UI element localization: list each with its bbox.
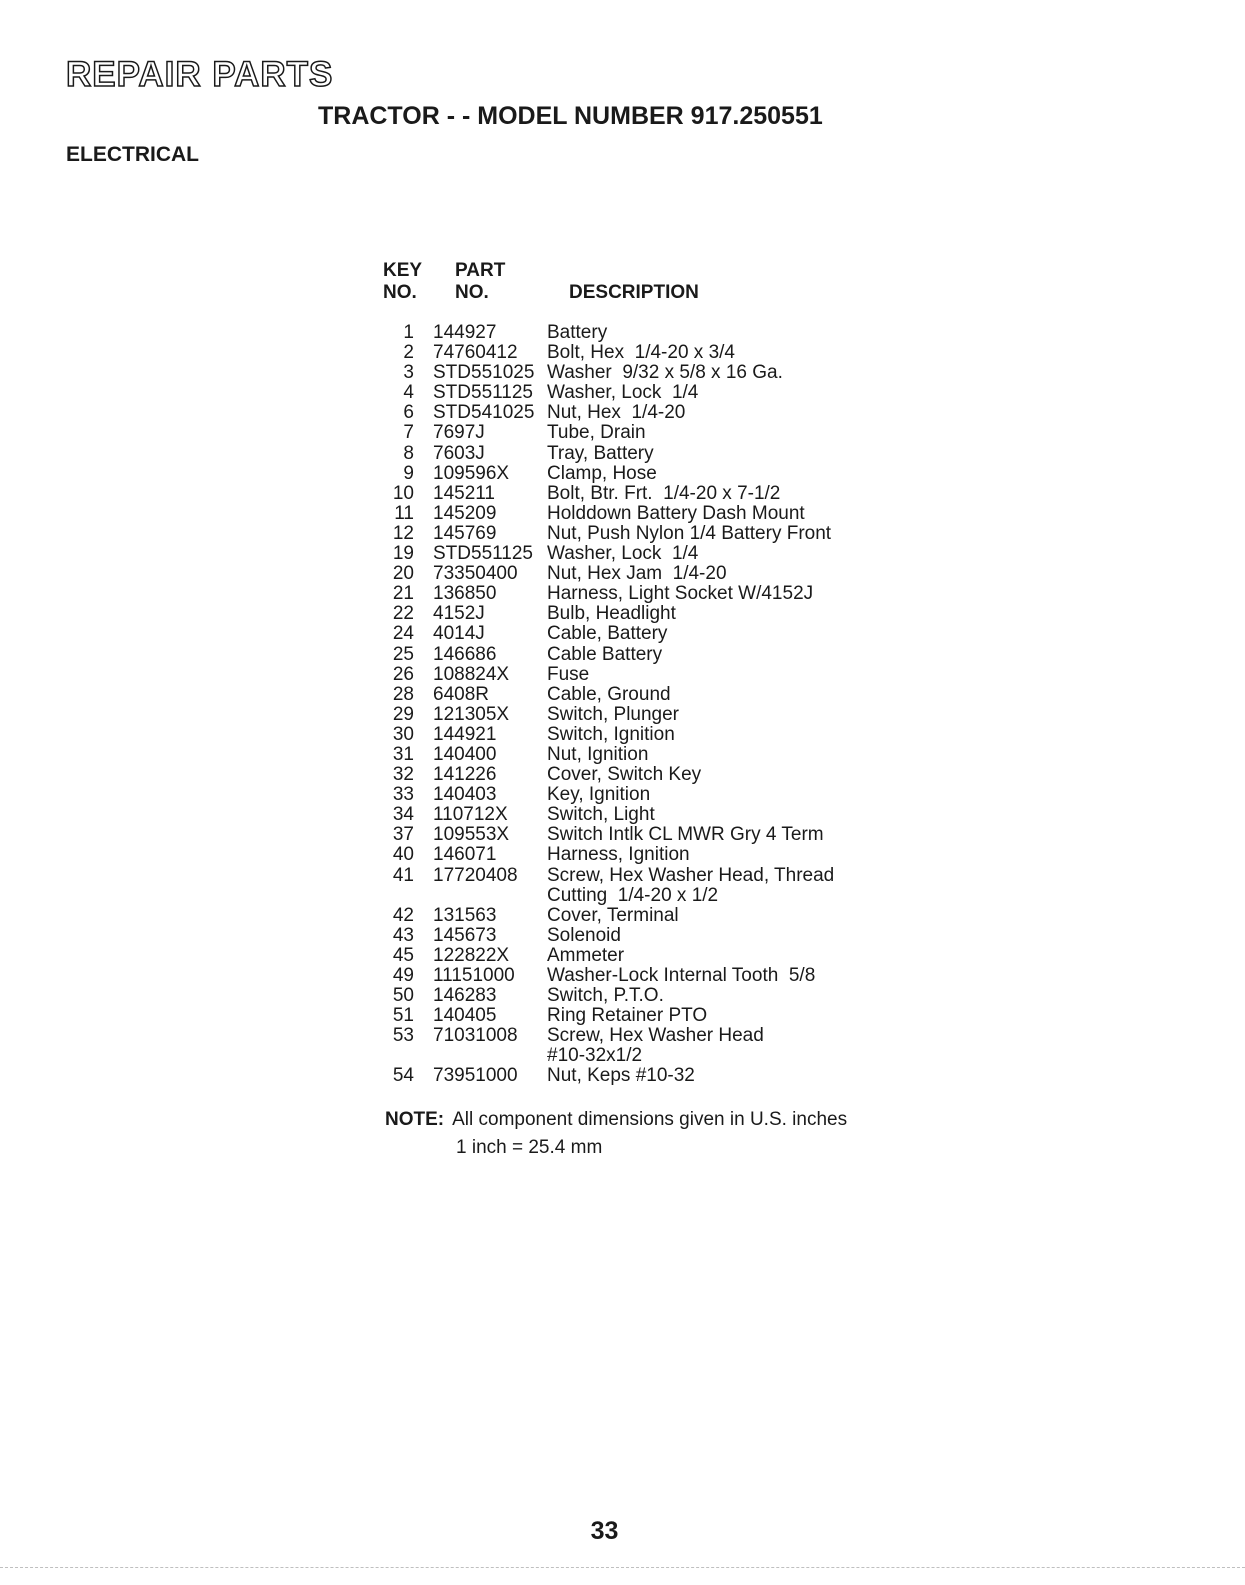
table-row <box>380 524 900 544</box>
part-number: 6408R <box>433 683 489 705</box>
part-number: 146071 <box>433 844 497 866</box>
part-description: Bolt, Btr. Frt. 1/4-20 x 7-1/2 <box>547 482 781 504</box>
key-number: 30 <box>392 723 414 745</box>
table-row <box>380 1006 900 1026</box>
column-header-key <box>383 260 422 304</box>
part-description: Tube, Drain <box>547 422 646 444</box>
part-description: Cover, Switch Key <box>547 764 702 786</box>
key-number: 40 <box>392 844 414 866</box>
table-row <box>380 504 900 524</box>
part-description: Washer, Lock 1/4 <box>547 382 699 404</box>
section-title: ELECTRICAL <box>66 143 199 166</box>
table-row <box>380 564 900 584</box>
key-number: 1 <box>403 322 414 343</box>
part-number: 146686 <box>433 643 497 665</box>
part-number: 140403 <box>433 784 497 806</box>
key-number: 19 <box>392 543 414 565</box>
table-row <box>380 685 900 705</box>
part-description: Bolt, Hex 1/4-20 x 3/4 <box>547 342 735 364</box>
key-number: 28 <box>392 683 414 705</box>
part-description: Cable, Ground <box>547 683 671 705</box>
part-description: Nut, Push Nylon 1/4 Battery Front <box>547 522 832 544</box>
key-number: 3 <box>403 362 414 384</box>
key-number: 11 <box>394 502 414 524</box>
part-description: Clamp, Hose <box>547 462 657 484</box>
part-description: Ring Retainer PTO <box>547 1005 708 1027</box>
table-row <box>380 363 900 383</box>
key-number: 51 <box>392 1005 414 1027</box>
part-number: STD551125 <box>433 382 533 404</box>
part-description: Washer 9/32 x 5/8 x 16 Ga. <box>547 362 783 384</box>
column-header-part-line1: PART <box>455 260 506 281</box>
table-row <box>380 906 900 926</box>
column-header-key-line1: KEY <box>383 260 423 281</box>
table-row <box>380 403 900 423</box>
table-row <box>380 624 900 644</box>
key-number: 22 <box>392 603 414 625</box>
column-header-part-line2: NO. <box>455 282 489 303</box>
table-row <box>380 544 900 564</box>
part-description: Battery <box>547 322 608 343</box>
table-row <box>380 845 900 865</box>
part-number: 144921 <box>433 723 497 745</box>
key-number: 43 <box>392 924 414 946</box>
part-number: 121305X <box>433 703 510 725</box>
table-row <box>380 765 900 785</box>
part-number: STD551025 <box>433 362 535 384</box>
key-number: 31 <box>392 743 414 765</box>
part-description: Cover, Terminal <box>547 904 679 926</box>
column-header-part <box>455 260 505 304</box>
part-number: 145769 <box>433 522 497 544</box>
part-description: Switch, Plunger <box>547 703 680 725</box>
note-conversion: 1 inch = 25.4 mm <box>456 1137 603 1158</box>
key-number: 41 <box>392 864 414 886</box>
part-number: 73350400 <box>433 563 518 585</box>
part-description: Harness, Ignition <box>547 844 690 866</box>
key-number: 42 <box>392 904 414 926</box>
table-row <box>380 725 900 745</box>
column-header-key-line2: NO. <box>383 282 417 303</box>
key-number: 9 <box>403 462 414 484</box>
part-number: 145211 <box>433 482 495 504</box>
part-number: 7697J <box>433 422 485 444</box>
key-number: 34 <box>392 804 414 826</box>
key-number: 49 <box>392 965 414 986</box>
key-number: 29 <box>392 703 414 725</box>
part-number: 17720408 <box>433 864 518 886</box>
table-row <box>380 966 900 986</box>
key-number: 37 <box>392 824 414 846</box>
table-row <box>380 705 900 725</box>
table-row <box>380 343 900 363</box>
part-number: 11151000 <box>433 965 515 986</box>
part-description: Switch, Light <box>547 804 655 826</box>
part-description: Holddown Battery Dash Mount <box>547 502 805 524</box>
key-number: 20 <box>392 563 414 585</box>
part-number: 74760412 <box>433 342 518 364</box>
part-number: 145673 <box>433 924 497 946</box>
part-description: Nut, Hex Jam 1/4-20 <box>547 563 727 585</box>
part-number: 7603J <box>433 442 485 464</box>
part-number: 4014J <box>433 623 485 645</box>
note-label: NOTE: <box>385 1109 445 1130</box>
part-number: 109596X <box>433 462 510 484</box>
page-number: 33 <box>590 1517 619 1545</box>
table-row <box>380 946 900 966</box>
part-number: 108824X <box>433 663 510 685</box>
page-header: REPAIR PARTS <box>66 55 334 94</box>
part-number: STD551125 <box>433 543 533 565</box>
part-description: Cable, Battery <box>547 623 668 645</box>
part-description: Harness, Light Socket W/4152J <box>547 583 814 605</box>
table-row <box>380 323 900 343</box>
note <box>385 1109 847 1131</box>
part-number: 122822X <box>433 944 510 966</box>
table-row <box>380 423 900 443</box>
part-description: Ammeter <box>547 944 625 966</box>
part-number: 109553X <box>433 824 510 846</box>
part-description: Washer, Lock 1/4 <box>547 543 699 565</box>
part-number: 145209 <box>433 502 497 524</box>
key-number: 45 <box>392 944 414 966</box>
part-number: 141226 <box>433 764 497 786</box>
bottom-rule <box>0 1567 1245 1568</box>
part-number: 136850 <box>433 583 497 605</box>
parts-list <box>380 323 900 1087</box>
key-number: 26 <box>392 663 414 685</box>
part-description: Washer-Lock Internal Tooth 5/8 <box>547 965 816 986</box>
part-description: Screw, Hex Washer Head #10-32x1/2 <box>547 1025 764 1067</box>
part-number: 71031008 <box>433 1025 518 1047</box>
key-number: 24 <box>392 623 414 645</box>
part-number: 144927 <box>433 322 497 343</box>
part-description: Nut, Hex 1/4-20 <box>547 402 686 424</box>
note-text: All component dimensions given in U.S. inches <box>452 1109 848 1130</box>
table-row <box>380 1066 900 1086</box>
table-row <box>380 584 900 604</box>
table-row <box>380 785 900 805</box>
table-row <box>380 805 900 825</box>
key-number: 6 <box>403 402 414 424</box>
table-row <box>380 1026 900 1066</box>
part-description: Nut, Ignition <box>547 743 649 765</box>
part-description: Fuse <box>547 663 590 685</box>
part-description: Tray, Battery <box>547 442 654 464</box>
table-row <box>380 383 900 403</box>
part-description: Nut, Keps #10-32 <box>547 1065 695 1087</box>
table-row <box>380 866 900 906</box>
column-header-description: DESCRIPTION <box>569 282 699 303</box>
table-row <box>380 484 900 504</box>
key-number: 4 <box>403 382 414 404</box>
table-row <box>380 604 900 624</box>
part-number: 140400 <box>433 743 497 765</box>
key-number: 12 <box>392 522 414 544</box>
part-number: 140405 <box>433 1005 497 1027</box>
key-number: 25 <box>392 643 414 665</box>
table-row <box>380 464 900 484</box>
key-number: 7 <box>403 422 414 444</box>
part-number: STD541025 <box>433 402 535 424</box>
table-row <box>380 745 900 765</box>
part-number: 146283 <box>433 985 497 1007</box>
table-row <box>380 645 900 665</box>
table-row <box>380 926 900 946</box>
part-description: Bulb, Headlight <box>547 603 676 625</box>
part-description: Cable Battery <box>547 643 663 665</box>
key-number: 54 <box>392 1065 414 1087</box>
table-row <box>380 825 900 845</box>
part-description: Switch, P.T.O. <box>547 985 664 1007</box>
key-number: 50 <box>392 985 414 1007</box>
part-description: Key, Ignition <box>547 784 651 806</box>
table-row <box>380 986 900 1006</box>
key-number: 8 <box>403 442 414 464</box>
part-description: Screw, Hex Washer Head, Thread Cutting 1/4-20 x 1/2 <box>547 864 835 906</box>
key-number: 10 <box>392 482 414 504</box>
model-title: TRACTOR - - MODEL NUMBER 917.250551 <box>318 102 823 130</box>
part-description: Switch Intlk CL MWR Gry 4 Term <box>547 824 824 846</box>
key-number: 21 <box>392 583 414 605</box>
key-number: 53 <box>392 1025 414 1047</box>
key-number: 2 <box>403 342 414 364</box>
part-number: 4152J <box>433 603 485 625</box>
part-description: Switch, Ignition <box>547 723 675 745</box>
key-number: 32 <box>392 764 414 786</box>
part-number: 131563 <box>433 904 497 926</box>
table-row <box>380 665 900 685</box>
key-number: 33 <box>392 784 414 806</box>
part-description: Solenoid <box>547 924 621 946</box>
part-number: 73951000 <box>433 1065 518 1087</box>
table-row <box>380 444 900 464</box>
part-number: 110712X <box>433 804 508 826</box>
